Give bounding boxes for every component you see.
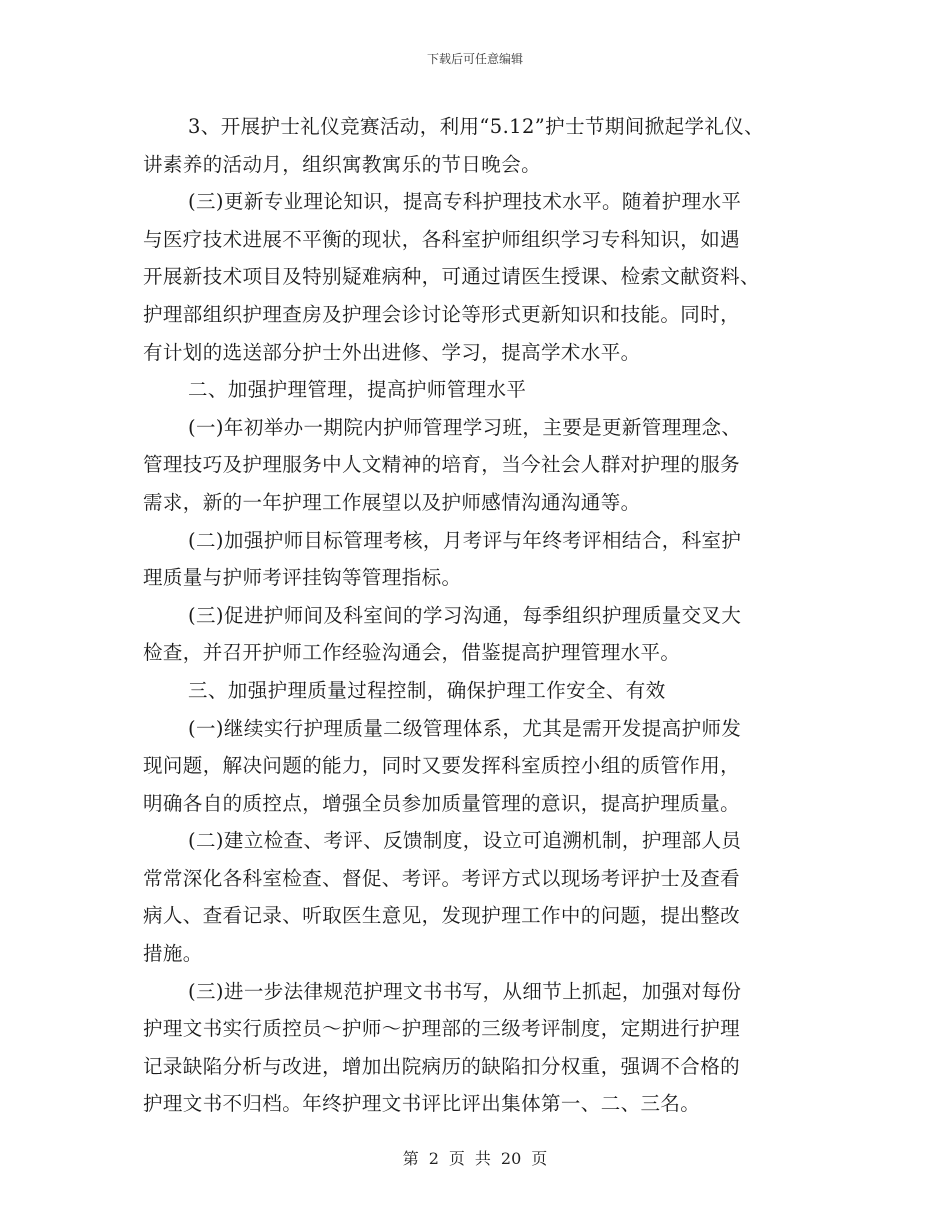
paragraph-line: 开展新技术项目及特别疑难病种，可通过请医生授课、检索文献资料、: [143, 265, 760, 289]
document-body: [143, 108, 803, 1123]
page-footer: [0, 1146, 950, 1169]
footer-ye: 页: [448, 1149, 465, 1168]
paragraph-line: 病人、查看记录、听取医生意见，发现护理工作中的问题，提出整改: [143, 904, 741, 928]
footer-gong: 共: [474, 1149, 491, 1168]
total-page-count: 20: [500, 1149, 522, 1168]
header-note: 下载后可任意编辑: [426, 52, 523, 66]
paragraph-line: 3、开展护士礼仪竞赛活动，利用“5.12”护士节期间掀起学礼仪、: [188, 115, 765, 138]
paragraph-line: (三)进一步法律规范护理文书书写，从细节上抓起，加强对每份: [188, 979, 742, 1003]
section-heading: 二、加强护理管理，提高护师管理水平: [188, 378, 527, 402]
footer-di: 第: [402, 1149, 419, 1168]
paragraph-line: (二)加强护师目标管理考核，月考评与年终考评相结合，科室护: [188, 528, 742, 552]
paragraph-line: 明确各自的质控点，增强全员参加质量管理的意识，提高护理质量。: [143, 791, 741, 815]
paragraph-line: (二)建立检查、考评、反馈制度，设立可追溯机制，护理部人员: [188, 829, 742, 853]
paragraph-line: 护理文书不归档。年终护理文书评比评出集体第一、二、三名。: [143, 1092, 701, 1116]
paragraph-line: 需求，新的一年护理工作展望以及护师感情沟通沟通等。: [143, 490, 641, 514]
paragraph-line: (三)更新专业理论知识，提高专科护理技术水平。随着护理水平: [188, 190, 742, 214]
current-page-number: 2: [428, 1149, 439, 1168]
paragraph-line: (三)促进护师间及科室间的学习沟通，每季组织护理质量交叉大: [188, 603, 742, 627]
paragraph-line: 现问题，解决问题的能力，同时又要发挥科室质控小组的质管作用，: [143, 754, 741, 778]
footer-ye-end: 页: [531, 1149, 548, 1168]
paragraph-line: 检查，并召开护师工作经验沟通会，借鉴提高护理管理水平。: [143, 641, 681, 665]
paragraph-line: 措施。: [143, 942, 203, 966]
paragraph-line: (一)继续实行护理质量二级管理体系，尤其是需开发提高护师发: [188, 716, 742, 740]
paragraph-line: 护理文书实行质控员～护师～护理部的三级考评制度，定期进行护理: [143, 1017, 741, 1041]
paragraph-line: 管理技巧及护理服务中人文精神的培育，当今社会人群对护理的服务: [143, 453, 741, 477]
paragraph-line: 记录缺陷分析与改进，增加出院病历的缺陷扣分权重，强调不合格的: [143, 1054, 741, 1078]
paragraph-line: 护理部组织护理查房及护理会诊讨论等形式更新知识和技能。同时，: [143, 302, 741, 326]
section-heading: 三、加强护理质量过程控制，确保护理工作安全、有效: [188, 678, 666, 702]
paragraph-line: 常常深化各科室检查、督促、考评。考评方式以现场考评护士及查看: [143, 866, 741, 890]
paragraph-line: 讲素养的活动月，组织寓教寓乐的节日晚会。: [143, 152, 542, 176]
paragraph-line: 与医疗技术进展不平衡的现状，各科室护师组织学习专科知识，如遇: [143, 227, 741, 251]
paragraph-line: 有计划的选送部分护士外出进修、学习，提高学术水平。: [143, 340, 641, 364]
paragraph-line: 理质量与护师考评挂钩等管理指标。: [143, 566, 462, 590]
paragraph-line: (一)年初举办一期院内护师管理学习班，主要是更新管理理念、: [188, 415, 742, 439]
